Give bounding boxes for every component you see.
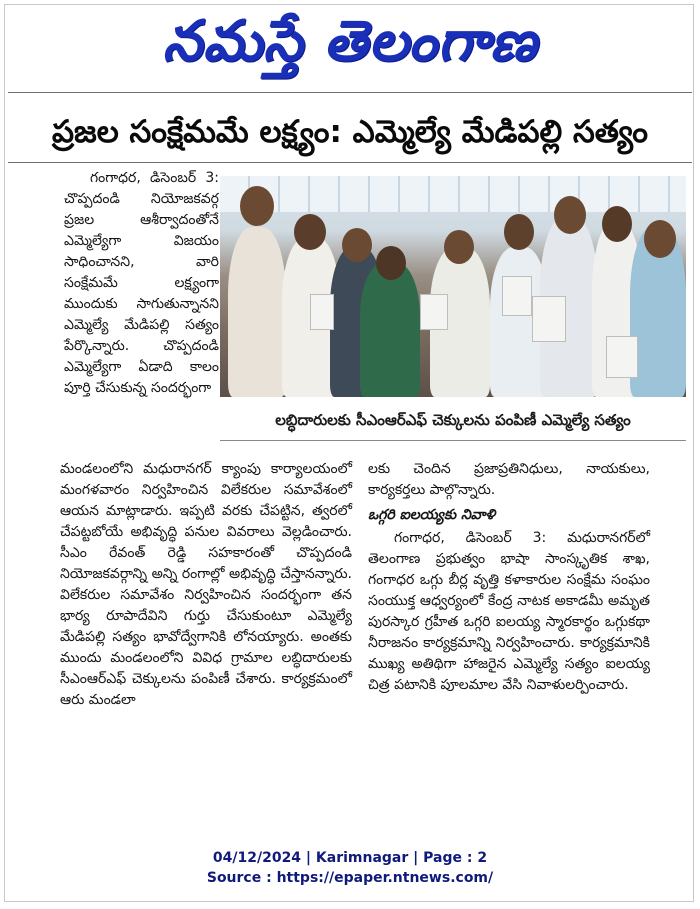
photo-caption: లబ్ధిదారులకు సీఎంఆర్ఎఫ్ చెక్కులను పంపిణీ ఎమ్మెల్యే సత్యం — [220, 400, 686, 441]
footer — [0, 848, 700, 888]
article-paragraph-tribute: గంగాధర, డిసెంబర్ 3: మధురానగర్‌లో తెలంగాణ ప్రభుత్వం భాషా సాంస్కృతిక శాఖ, గంగాధర ఒగ్గు బీర్ల వృత్తి కళాకారుల సంక్షేమ సంఘం సంయుక్త ఆధ్వర్యంలో కేంద్ర నాటక అకాడమీ అమృత పురస్కార గ్రహీత ఒగ్గరి ఐలయ్య స్మారకార్థం ఒగ్గుకథా నీరాజనం కార్యక్రమాన్ని నిర్వహించారు. కార్యక్రమానికి ముఖ్య అతిథిగా హాజరైన ఎమ్మెల్యే సత్యం ఐలయ్య చిత్ర పటానికి పూలమాల వేసి నివాళులర్పించారు. — [368, 530, 650, 693]
footer-source-link[interactable]: Source : https://epaper.ntnews.com/ — [206, 870, 494, 886]
headline-divider — [8, 162, 692, 163]
article-column-right — [368, 459, 650, 696]
article-paragraph-intro: గంగాధర, డిసెంబర్ 3: చొప్పదండి నియోజకవర్గ ప్రజల ఆశీర్వాదంతోనే ఎమ్మెల్యేగా విజయం సాధించానని, వారి సంక్షేమమే లక్ష్యంగా ముందుకు సాగుతున్నానని ఎమ్మెల్యే మేడిపల్లి సత్యం పేర్కొన్నారు. చొప్పదండి ఎమ్మెల్యేగా ఏడాది కాలం పూర్తి చేసుకున్న సందర్భంగా — [64, 170, 219, 396]
masthead-logo: నమస్తే తెలంగాణ — [162, 9, 538, 74]
footer-date-edition: 04/12/2024 | Karimnagar | Page : 2 — [212, 850, 488, 866]
news-photo — [220, 176, 686, 397]
article-column-left — [60, 459, 352, 711]
masthead-divider — [8, 92, 692, 93]
article-column-top-left — [64, 168, 219, 399]
article-headline: ప్రజల సంక్షేమమే లక్ష్యం: ఎమ్మెల్యే మేడిపల్లి సత్యం — [52, 114, 648, 150]
article-paragraph-continued: లకు చెందిన ప్రజాప్రతినిధులు, నాయకులు, కార్యకర్తలు పాల్గొన్నారు. — [368, 461, 650, 498]
article-paragraph-main: మండలంలోని మధురానగర్ క్యాంపు కార్యాలయంలో మంగళవారం నిర్వహించిన విలేకరుల సమావేశంలో ఆయన మాట్లాడారు. ఇప్పటి వరకు చేపట్టిన, త్వరలో చేపట్టబోయే అభివృద్ధి పనుల వివరాలు వెల్లడించారు. సీఎం రేవంత్ రెడ్డి సహకారంతో చొప్పదండి నియోజకవర్గాన్ని అన్ని రంగాల్లో అభివృద్ధి చేస్తానన్నారు. విలేకరుల సమావేశం నిర్వహించిన సందర్భంగా తన భార్య రూపాదేవిని గుర్తు చేసుకుంటూ ఎమ్మెల్యే మేడిపల్లి సత్యం భావోద్వేగానికి లోనయ్యారు. అంతకు ముందు మండలంలోని వివిధ గ్రామాల లబ్ధిదారులకు సీఎంఆర్ఎఫ్ చెక్కులను పంపిణీ చేశారు. కార్యక్రమంలో ఆరు మండలా — [60, 461, 352, 708]
article-subheading: ఒగ్గరి ఐలయ్యకు నివాళి — [368, 507, 496, 523]
